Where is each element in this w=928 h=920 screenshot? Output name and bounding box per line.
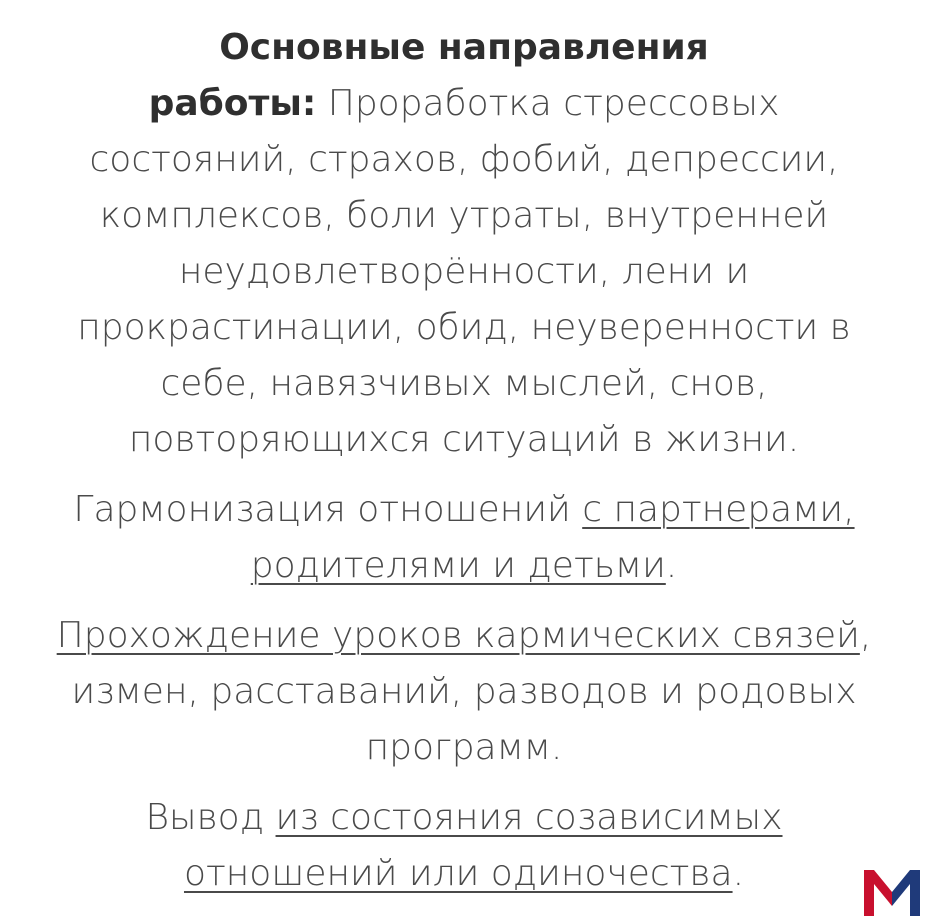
karmic-text: , измен, расставаний, разводов и родовых программ. <box>71 615 872 768</box>
section-heading: Основные направления <box>219 27 709 68</box>
paragraph-main-directions <box>50 20 878 468</box>
relationships-period: . <box>665 545 678 586</box>
codependency-period: . <box>732 853 745 894</box>
paragraph-karmic <box>50 608 878 776</box>
main-directions-text: Проработка стрессовых состояний, страхов, фобий, депрессии, комплексов, боли утраты, внутренней неудовлетворённости, лени и прокрастинации, обид, неуверенности в себе, навязчивых мыслей, снов, повторяющихся ситуаций в жизни. <box>77 83 851 460</box>
codependency-text: Вывод <box>145 797 276 838</box>
paragraph-relationships <box>50 482 878 594</box>
karmic-lessons-link[interactable]: Прохождение уроков кармических связей <box>56 615 860 656</box>
article-text <box>50 20 878 902</box>
m-logo-icon <box>864 870 920 916</box>
paragraph-codependency <box>50 790 878 902</box>
partners-parents-children-link[interactable]: с партнерами, родителями и детьми <box>250 489 855 586</box>
codependency-link[interactable]: из состояния созависимых отношений или одиночества <box>183 797 783 894</box>
relationships-text: Гармонизация отношений <box>73 489 583 530</box>
section-heading-label: работы: <box>148 83 317 124</box>
